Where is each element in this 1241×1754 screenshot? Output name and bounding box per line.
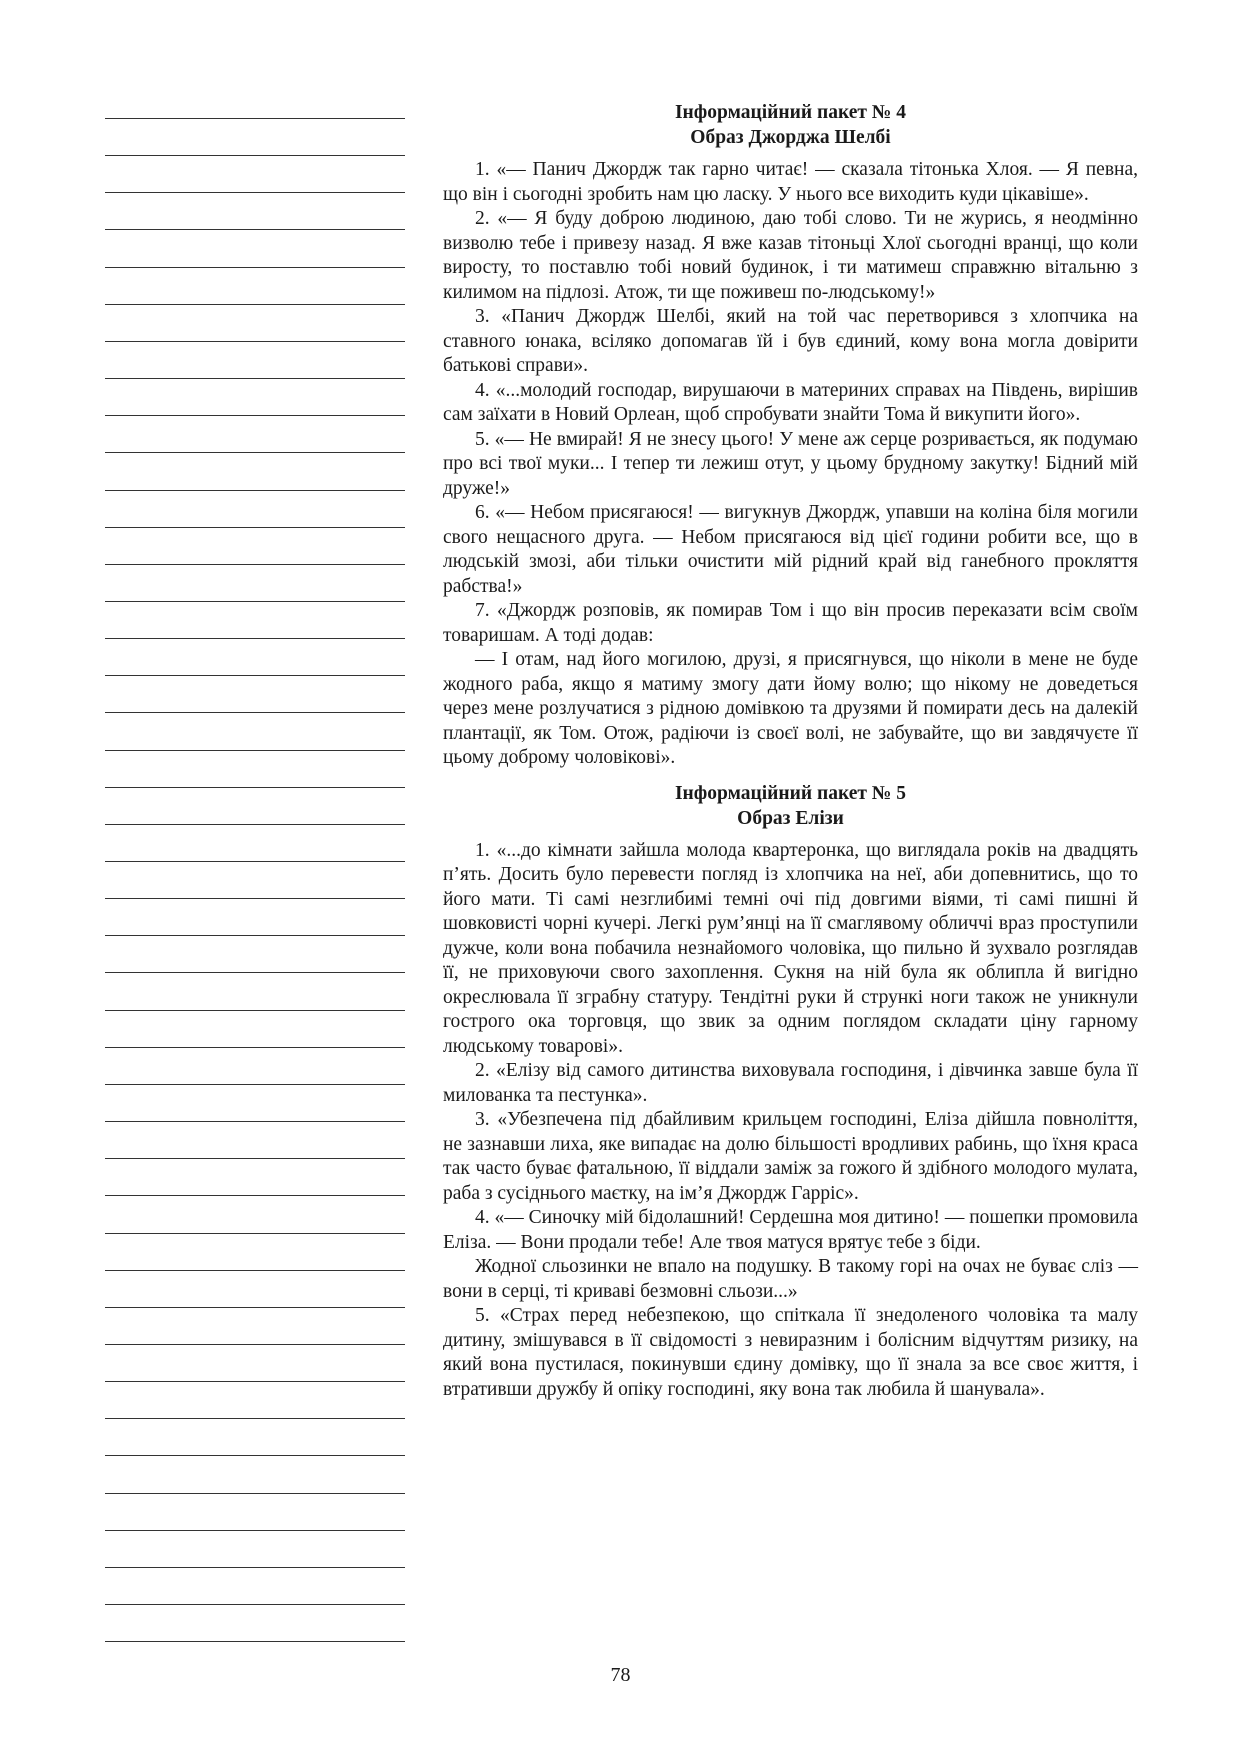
paragraph: 1. «...до кімнати зайшла молода квартеронка, що виглядала років на двадцять п’ять. Досить було перевести погляд із хлопчика на неї, аби допевнитись, що то його мати. Ті самі незглибимі темні очі під довгими віями, ті самі пишні й шовковисті чорні кучері. Легкі рум’янці на її смаглявому обличчі враз проступили дужче, коли вона побачила незнайомого чоловіка, що пильно й зухвало розглядав її, не приховуючи свого захоплення. Сукня на ній була як облипла й вигідно окреслювала її зграбну статуру. Тендітні руки й стрункі ноги також не уникнули гострого ока торговця, що звик за одним поглядом складати ціну гарному людському товарові». xyxy=(443,839,1138,1057)
writing-line xyxy=(105,1493,405,1494)
paragraph: 3. «Убезпечена під дбайливим крильцем господині, Еліза дійшла повноліття, не зазнавши лиха, яке випадає на долю більшості вродливих рабинь, що їхня краса так часто буває фатальною, її віддали заміж за гожого й здібного молодого мулата, раба з сусіднього маєтку, на ім’я Джордж Гарріс». xyxy=(443,1109,1138,1204)
writing-line xyxy=(105,1604,405,1605)
paragraph: Жодної сльозинки не впало на подушку. В такому горі на очах не буває сліз — вони в серці, ті криваві безмовні сльози...» xyxy=(443,1256,1138,1302)
writing-line xyxy=(105,824,405,825)
writing-line xyxy=(105,601,405,602)
section5-subtitle: Образ Елізи xyxy=(737,807,844,829)
paragraph: 7. «Джордж розповів, як помирав Том і що він просив переказати всім своїм товаришам. А тоді додав: xyxy=(443,600,1138,646)
writing-line xyxy=(105,712,405,713)
writing-line xyxy=(105,1270,405,1271)
writing-line xyxy=(105,861,405,862)
writing-line xyxy=(105,972,405,973)
paragraph: 4. «— Синочку мій бідолашний! Сердешна моя дитино! — пошепки промовила Еліза. — Вони продали тебе! Але твоя матуся врятує тебе з біди. xyxy=(443,1207,1138,1253)
writing-line xyxy=(105,1641,405,1642)
writing-line xyxy=(105,229,405,230)
section5-body xyxy=(443,839,1138,1403)
writing-line xyxy=(105,1344,405,1345)
section4-subtitle: Образ Джорджа Шелбі xyxy=(690,127,891,148)
page-number: 78 xyxy=(610,1664,631,1686)
paragraph: 2. «Елізу від самого дитинства виховувала господиня, і дівчинка завше була її милованка та пестунка». xyxy=(443,1060,1138,1106)
writing-line xyxy=(105,490,405,491)
writing-line xyxy=(105,935,405,936)
writing-line xyxy=(105,1047,405,1048)
section4-title: Інформаційний пакет № 4 xyxy=(674,102,907,123)
writing-line xyxy=(105,1381,405,1382)
writing-line xyxy=(105,118,405,119)
writing-line xyxy=(105,304,405,305)
paragraph: — І отам, над його могилою, друзі, я присягнувся, що ніколи в мене не буде жодного раба, якщо я матиму змогу дати йому волю; що нікому не доведеться через мене розлучатися з рідною домівкою та друзями й помирати десь на далекій плантації, як Том. Отож, радіючи із своєї волі, не забувайте, що ви завдячуєте її цьому доброму чоловікові». xyxy=(443,649,1138,768)
section5-title: Інформаційний пакет № 5 xyxy=(674,782,907,804)
writing-line xyxy=(105,1010,405,1011)
writing-line xyxy=(105,192,405,193)
writing-line xyxy=(105,1233,405,1234)
paragraph: 5. «Страх перед небезпекою, що спіткала її знедоленого чоловіка та малу дитину, змішувався в її свідомості з невиразним і болісним відчуттям ризику, на який вона пустилася, покинувши єдину домівку, що її знала за все своє життя, і втративши дружбу й опіку господині, яку вона так любила й шанувала». xyxy=(443,1305,1138,1400)
writing-line xyxy=(105,1418,405,1419)
writing-line xyxy=(105,1195,405,1196)
writing-line xyxy=(105,1307,405,1308)
writing-line xyxy=(105,564,405,565)
writing-line xyxy=(105,1121,405,1122)
writing-line xyxy=(105,452,405,453)
writing-line xyxy=(105,1530,405,1531)
section4-body xyxy=(443,158,1138,771)
writing-line xyxy=(105,527,405,528)
paragraph: 1. «— Панич Джордж так гарно читає! — сказала тітонька Хлоя. — Я певна, що він і сьогодні зробить нам цю ласку. У нього все виходить куди цікавіше». xyxy=(443,159,1138,205)
writing-line xyxy=(105,378,405,379)
writing-line xyxy=(105,341,405,342)
writing-line xyxy=(105,787,405,788)
note-lines xyxy=(105,0,405,1754)
main-text xyxy=(443,100,1138,1402)
paragraph: 4. «...молодий господар, вирушаючи в материних справах на Південь, вирішив сам заїхати в Новий Орлеан, щоб спробувати знайти Тома й викупити його». xyxy=(443,379,1138,425)
writing-line xyxy=(105,1567,405,1568)
writing-line xyxy=(105,267,405,268)
paragraph: 5. «— Не вмирай! Я не знесу цього! У мене аж серце розривається, як подумаю про всі твої муки... І тепер ти лежиш отут, у цьому брудному закутку! Бідний мій друже!» xyxy=(443,428,1138,499)
writing-line xyxy=(105,155,405,156)
writing-line xyxy=(105,1158,405,1159)
writing-line xyxy=(105,638,405,639)
writing-line xyxy=(105,675,405,676)
writing-line xyxy=(105,750,405,751)
writing-line xyxy=(105,1084,405,1085)
writing-line xyxy=(105,898,405,899)
paragraph: 3. «Панич Джордж Шелбі, який на той час перетворився з хлопчика на ставного юнака, всіляко допомагав їй і був єдиний, кому вона могла довірити батькові справи». xyxy=(443,306,1138,376)
writing-line xyxy=(105,415,405,416)
paragraph: 6. «— Небом присягаюся! — вигукнув Джордж, упавши на коліна біля могили свого нещасного друга. — Небом присягаюся від цієї години робити все, що в людській змозі, аби тільки очистити мій рідний край від ганебного прокляття рабства!» xyxy=(443,502,1138,597)
writing-line xyxy=(105,1455,405,1456)
paragraph: 2. «— Я буду доброю людиною, даю тобі слово. Ти не журись, я неодмінно визволю тебе і привезу назад. Я вже казав тітоньці Хлої сьогодні вранці, що коли виросту, то поставлю тобі новий будинок, і ти матимеш справжню вітальню з килимом на підлозі. Атож, ти ще поживеш по-людському!» xyxy=(443,208,1138,303)
